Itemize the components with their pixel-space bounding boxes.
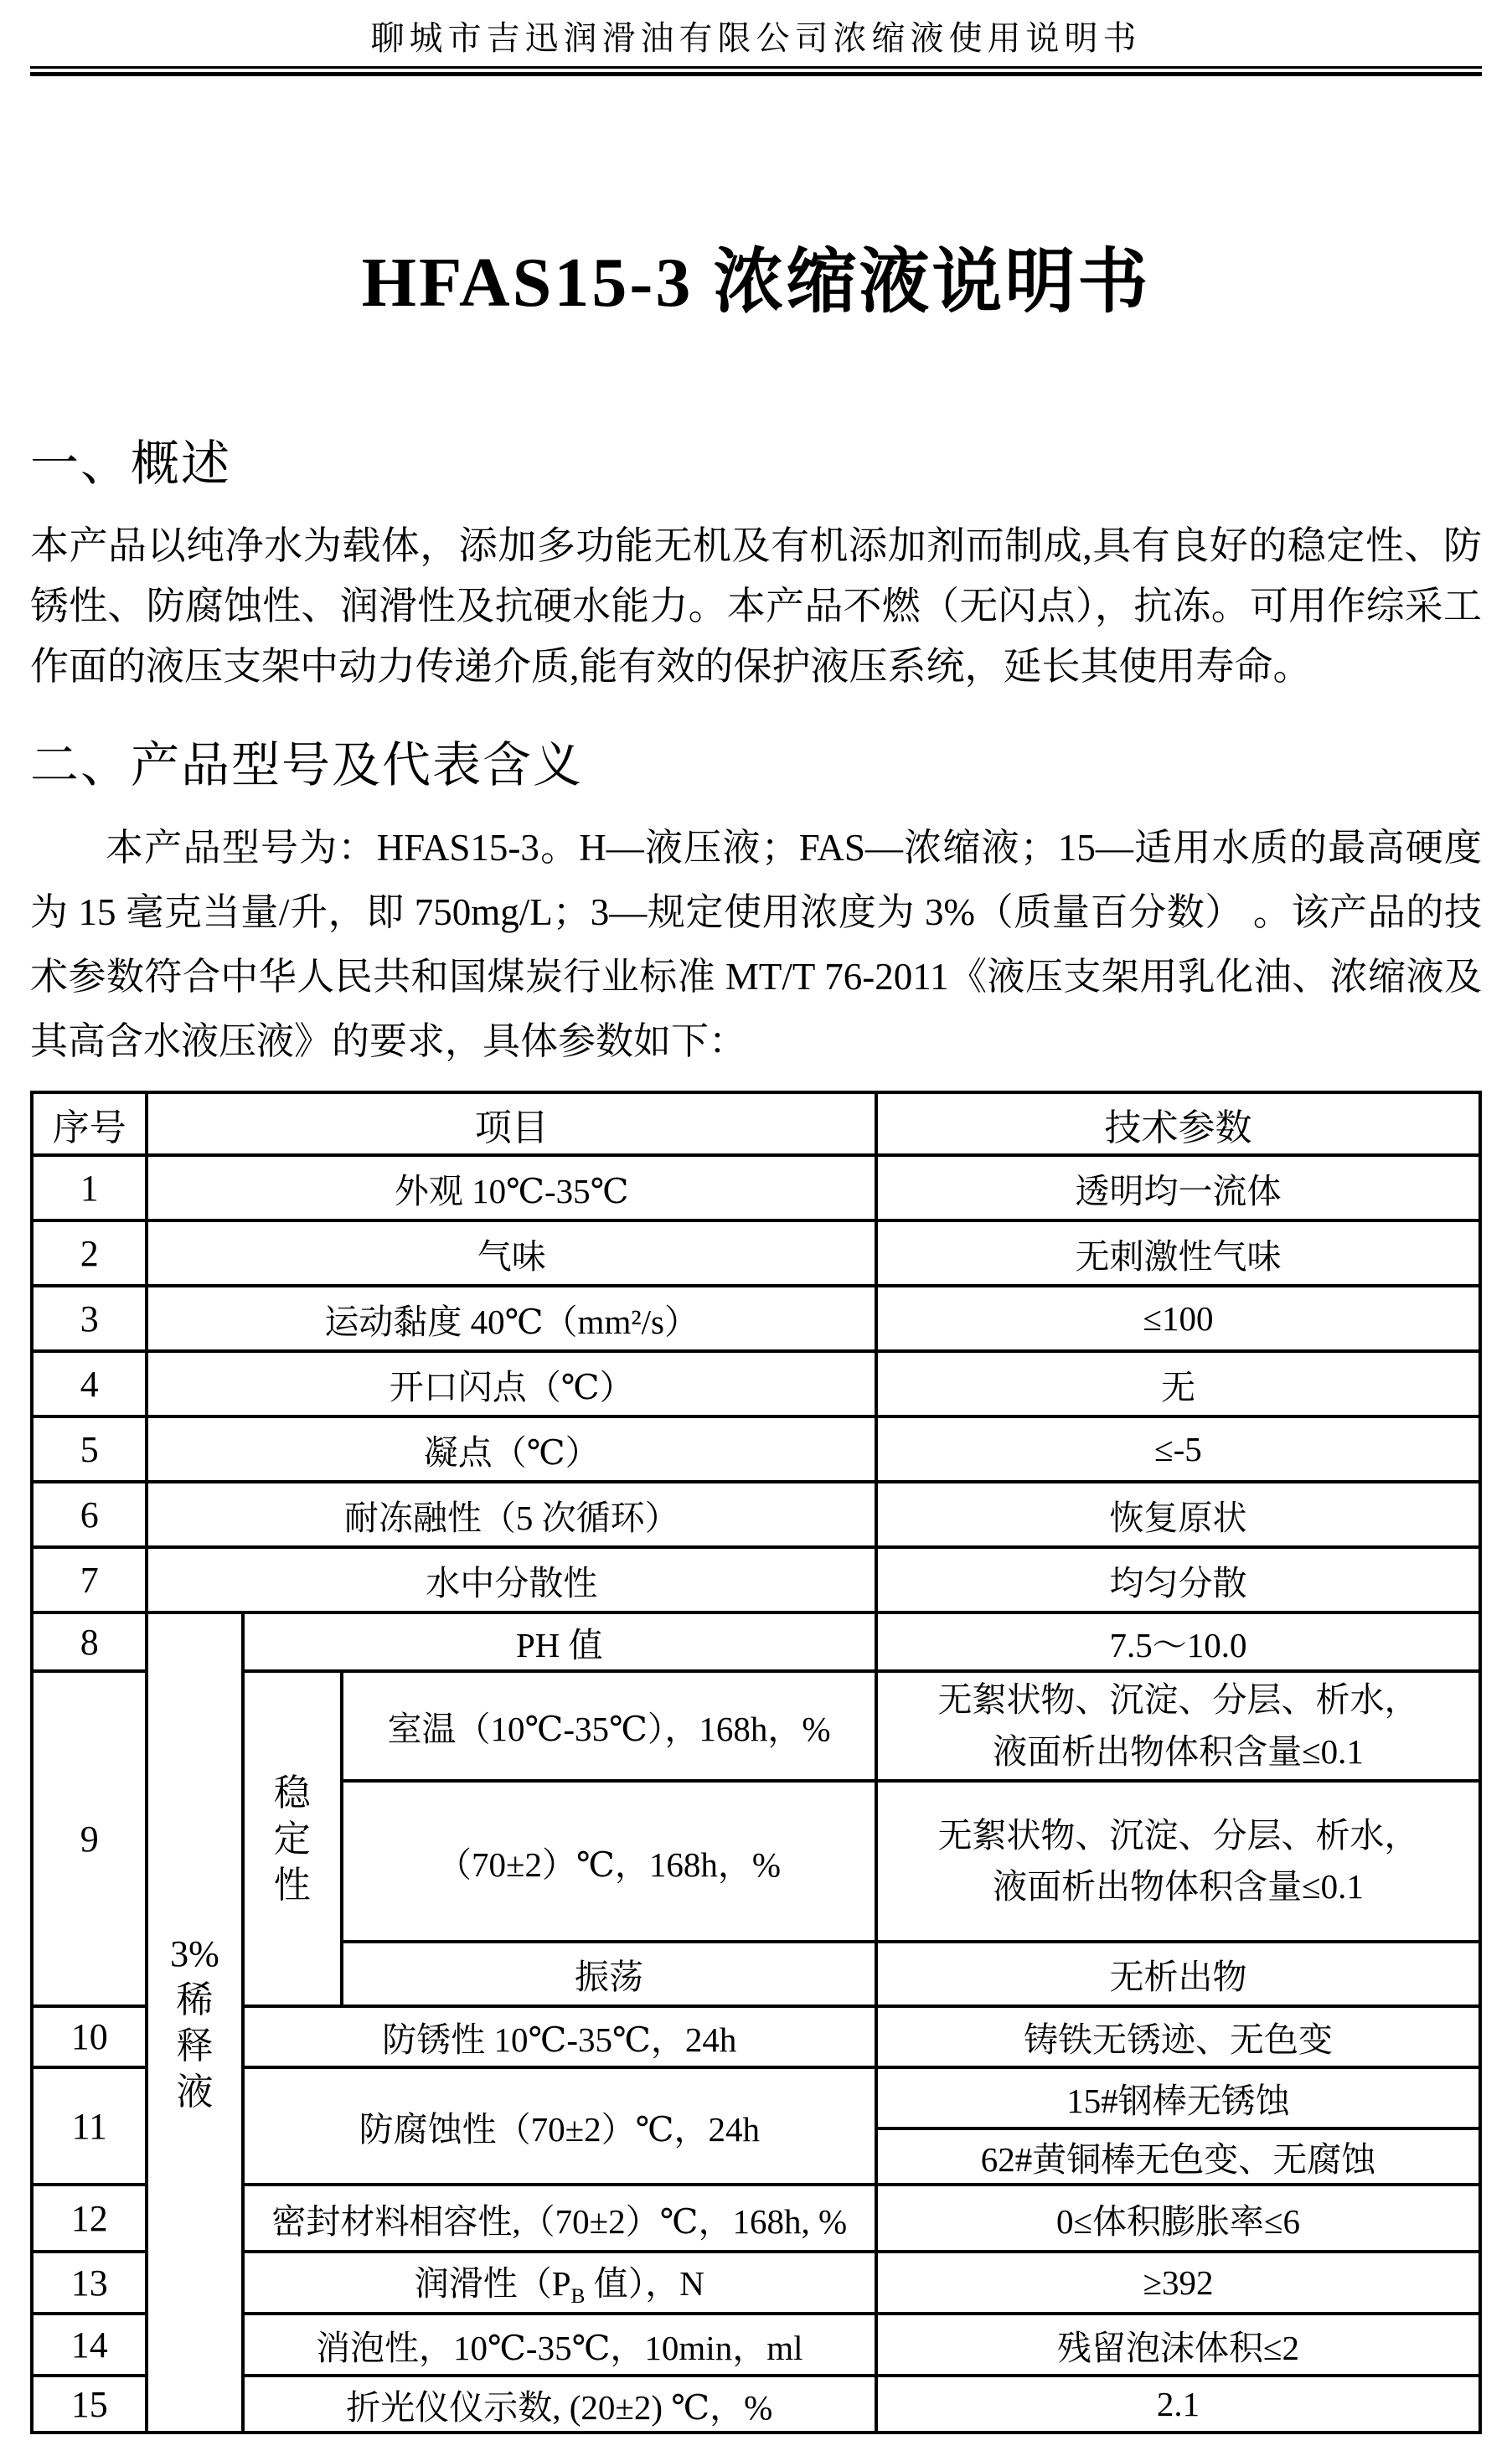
- stability-group-cell: [243, 1671, 342, 2006]
- value-cell: 62#黄铜棒无色变、无腐蚀: [876, 2128, 1480, 2185]
- value-cell: 2.1: [876, 2376, 1480, 2433]
- item-cell: 耐冻融性（5 次循环）: [147, 1482, 876, 1547]
- value-cell: ≤100: [876, 1286, 1480, 1351]
- dilution-group-label: [155, 1931, 234, 2115]
- item-cell: 凝点（℃）: [147, 1416, 876, 1482]
- value-line: 液面析出物体积含量≤0.1: [993, 1867, 1364, 1906]
- item-cell: 振荡: [342, 1942, 876, 2006]
- table-row: [32, 2314, 1480, 2376]
- table-row: [32, 1155, 1480, 1220]
- table-row: [32, 2006, 1480, 2067]
- table-row: [32, 1351, 1480, 1416]
- serial-cell: 6: [32, 1482, 147, 1547]
- item-cell: 气味: [147, 1220, 876, 1286]
- value-line: 无絮状物、沉淀、分层、析水，: [937, 1680, 1419, 1719]
- value-cell: 0≤体积膨胀率≤6: [876, 2185, 1480, 2252]
- header-rule-divider: [30, 66, 1482, 76]
- paragraph-model: 本产品型号为：HFAS15-3。H—液压液；FAS—浓缩液；15—适用水质的最高硬度为 15 毫克当量/升，即 750mg/L；3—规定使用浓度为 3%（质量百分数） 。该产品的技术参数符合中华人民共和国煤炭行业标准 MT/T 76-2011《液压支架用乳化油、浓缩液及其高含水液压液》的要求，具体参数如下：: [30, 827, 1482, 1062]
- document-header-line: 聊城市吉迅润滑油有限公司浓缩液使用说明书: [370, 19, 1142, 57]
- item-cell: 密封材料相容性,（70±2）℃，168h, %: [243, 2185, 876, 2252]
- table-row: [32, 2252, 1480, 2314]
- item-cell: 运动黏度 40℃（mm²/s）: [147, 1286, 876, 1351]
- serial-cell: 11: [32, 2067, 147, 2185]
- table-header-row: [32, 1092, 1480, 1155]
- table-row: [32, 2376, 1480, 2433]
- table-row: [32, 1671, 1480, 1781]
- value-cell: 15#钢棒无锈蚀: [876, 2067, 1480, 2128]
- item-cell: 折光仪仪示数, (20±2) ℃，%: [243, 2376, 876, 2433]
- serial-cell: 10: [32, 2006, 147, 2067]
- serial-cell: 5: [32, 1416, 147, 1482]
- table-row: [32, 1416, 1480, 1482]
- item-cell: [243, 2252, 876, 2314]
- serial-cell: 13: [32, 2252, 147, 2314]
- value-line: 无絮状物、沉淀、分层、析水，: [937, 1815, 1419, 1855]
- col-header-no: 序号: [32, 1092, 147, 1155]
- serial-cell: 8: [32, 1612, 147, 1671]
- col-header-item: 项目: [147, 1092, 876, 1155]
- item-cell: 防锈性 10℃-35℃，24h: [243, 2006, 876, 2067]
- table-row: [32, 2067, 1480, 2128]
- serial-cell: 9: [32, 1671, 147, 2006]
- value-cell: 恢复原状: [876, 1482, 1480, 1547]
- value-cell: 透明均一流体: [876, 1155, 1480, 1220]
- value-cell: ≤-5: [876, 1416, 1480, 1482]
- table-row: [32, 1286, 1480, 1351]
- dilution-label-line: 稀: [176, 1979, 214, 2020]
- lubricity-item-prefix: 润滑性（P: [414, 2264, 571, 2304]
- serial-cell: 14: [32, 2314, 147, 2376]
- table-row: [32, 1482, 1480, 1547]
- value-cell: 无刺激性气味: [876, 1220, 1480, 1286]
- item-cell: 开口闪点（℃）: [147, 1351, 876, 1416]
- dilution-label-line: 3%: [170, 1932, 219, 1974]
- item-cell: 水中分散性: [147, 1547, 876, 1612]
- serial-cell: 12: [32, 2185, 147, 2252]
- serial-cell: 4: [32, 1351, 147, 1416]
- lubricity-item-subscript: B: [570, 2284, 586, 2309]
- value-cell: 无: [876, 1351, 1480, 1416]
- serial-cell: 7: [32, 1547, 147, 1612]
- value-cell: ≥392: [876, 2252, 1480, 2314]
- table-row: [32, 2185, 1480, 2252]
- value-cell: 残留泡沫体积≤2: [876, 2314, 1480, 2376]
- section-heading-overview: 一、概述: [30, 436, 232, 491]
- table-row: [32, 1612, 1480, 1671]
- value-cell: 7.5～10.0: [876, 1612, 1480, 1671]
- dilution-label-line: 释: [176, 2025, 214, 2066]
- serial-cell: 3: [32, 1286, 147, 1351]
- section-heading-model: 二、产品型号及代表含义: [30, 738, 584, 792]
- value-cell: [876, 1781, 1480, 1942]
- serial-cell: 15: [32, 2376, 147, 2433]
- stability-group-label: [251, 1770, 333, 1908]
- item-cell: 防腐蚀性（70±2）℃，24h: [243, 2067, 876, 2185]
- dilution-group-cell: [147, 1612, 242, 2433]
- dilution-label-line: 液: [176, 2071, 214, 2113]
- item-cell: 外观 10℃-35℃: [147, 1155, 876, 1220]
- stability-label-line: 性: [273, 1864, 311, 1906]
- document-title: HFAS15-3 浓缩液说明书: [361, 244, 1151, 322]
- value-cell: 无析出物: [876, 1942, 1480, 2006]
- item-cell: 室温（10℃-35℃），168h，%: [342, 1671, 876, 1781]
- table-row: [32, 1547, 1480, 1612]
- value-line: 液面析出物体积含量≤0.1: [993, 1731, 1364, 1771]
- col-header-param: 技术参数: [876, 1092, 1480, 1155]
- value-cell: 铸铁无锈迹、无色变: [876, 2006, 1480, 2067]
- paragraph-overview: 本产品以纯净水为载体，添加多功能无机及有机添加剂而制成,具有良好的稳定性、防锈性、防腐蚀性、润滑性及抗硬水能力。本产品不燃（无闪点），抗冻。可用作综采工作面的液压支架中动力传递介质,能有效的保护液压系统，延长其使用寿命。: [30, 524, 1482, 688]
- item-cell: PH 值: [243, 1612, 876, 1671]
- value-cell: 均匀分散: [876, 1547, 1480, 1612]
- serial-cell: 2: [32, 1220, 147, 1286]
- stability-label-line: 稳: [273, 1772, 311, 1814]
- spec-table: [30, 1091, 1482, 2434]
- value-cell: [876, 1671, 1480, 1781]
- item-cell: （70±2）℃，168h，%: [342, 1781, 876, 1942]
- lubricity-item-suffix: 值），N: [585, 2264, 704, 2304]
- serial-cell: 1: [32, 1155, 147, 1220]
- stability-label-line: 定: [273, 1818, 311, 1860]
- item-cell: 消泡性，10℃-35℃，10min，ml: [243, 2314, 876, 2376]
- table-row: [32, 1220, 1480, 1286]
